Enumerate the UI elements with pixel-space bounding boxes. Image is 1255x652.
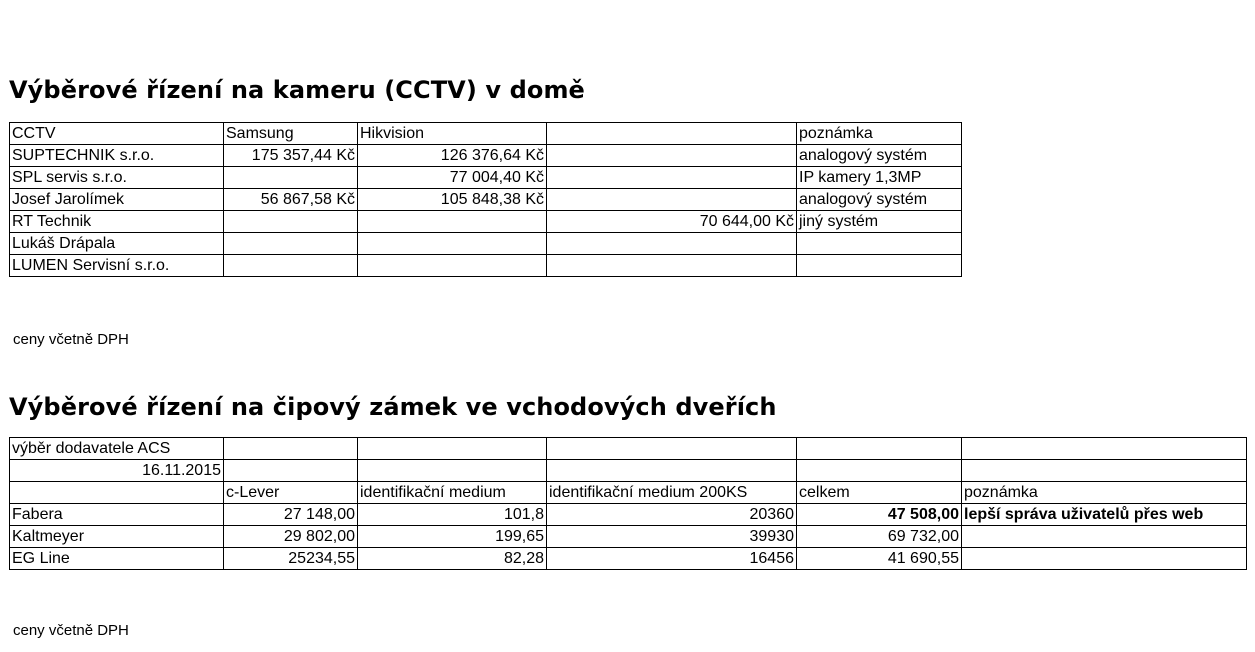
cell-empty[interactable] — [358, 460, 547, 482]
cell-hikvision[interactable]: 105 848,38 Kč — [358, 189, 547, 211]
header-cell: identifikační medium 200KS — [547, 482, 797, 504]
cell-samsung[interactable] — [224, 167, 358, 189]
cell-other[interactable] — [547, 167, 797, 189]
table-row — [10, 504, 1247, 526]
cell-hikvision[interactable]: 126 376,64 Kč — [358, 145, 547, 167]
cell-empty[interactable] — [797, 438, 962, 460]
header-cell: CCTV — [10, 123, 224, 145]
cell-empty[interactable] — [962, 460, 1247, 482]
table-header-row — [10, 123, 962, 145]
header-cell: identifikační medium — [358, 482, 547, 504]
cell-total[interactable]: 41 690,55 — [797, 548, 962, 570]
cell-other[interactable]: 70 644,00 Kč — [547, 211, 797, 233]
cell-samsung[interactable] — [224, 211, 358, 233]
table-row — [10, 233, 962, 255]
cell-medium-200ks[interactable]: 39930 — [547, 526, 797, 548]
cell-medium[interactable]: 82,28 — [358, 548, 547, 570]
cell-company[interactable]: Kaltmeyer — [10, 526, 224, 548]
cell-note[interactable] — [797, 233, 962, 255]
cell-samsung[interactable]: 175 357,44 Kč — [224, 145, 358, 167]
cell-medium[interactable]: 101,8 — [358, 504, 547, 526]
cell-empty[interactable] — [547, 438, 797, 460]
cell-company[interactable]: RT Technik — [10, 211, 224, 233]
table-row — [10, 548, 1247, 570]
cell-empty[interactable] — [962, 438, 1247, 460]
cell-total[interactable]: 69 732,00 — [797, 526, 962, 548]
lock-price-note: ceny včetně DPH — [13, 622, 129, 639]
table-row — [10, 255, 962, 277]
cctv-table — [9, 122, 962, 277]
cell-note[interactable]: lepší správa uživatelů přes web — [962, 504, 1247, 526]
cell-medium-200ks[interactable]: 20360 — [547, 504, 797, 526]
table-row — [10, 145, 962, 167]
cell-company[interactable]: Lukáš Drápala — [10, 233, 224, 255]
header-cell — [547, 123, 797, 145]
lock-section-title: Výběrové řízení na čipový zámek ve vchodových dveřích — [9, 393, 777, 421]
cell-medium[interactable]: 199,65 — [358, 526, 547, 548]
cell-samsung[interactable] — [224, 233, 358, 255]
table-row — [10, 460, 1247, 482]
lock-table — [9, 437, 1247, 570]
header-cell: c-Lever — [224, 482, 358, 504]
header-cell: poznámka — [797, 123, 962, 145]
table-header-row — [10, 482, 1247, 504]
cell-other[interactable] — [547, 189, 797, 211]
cell-company[interactable]: Josef Jarolímek — [10, 189, 224, 211]
header-cell: poznámka — [962, 482, 1247, 504]
cell-empty[interactable] — [224, 460, 358, 482]
cell-empty[interactable] — [224, 438, 358, 460]
cell-total[interactable]: 47 508,00 — [797, 504, 962, 526]
cell-hikvision[interactable]: 77 004,40 Kč — [358, 167, 547, 189]
cctv-section-title: Výběrové řízení na kameru (CCTV) v domě — [9, 76, 585, 104]
cell-hikvision[interactable] — [358, 255, 547, 277]
cell-company[interactable]: LUMEN Servisní s.r.o. — [10, 255, 224, 277]
table-row — [10, 189, 962, 211]
header-cell: Hikvision — [358, 123, 547, 145]
cell-c-lever[interactable]: 27 148,00 — [224, 504, 358, 526]
cell-note[interactable] — [962, 548, 1247, 570]
header-cell: Samsung — [224, 123, 358, 145]
cell-medium-200ks[interactable]: 16456 — [547, 548, 797, 570]
cell-other[interactable] — [547, 255, 797, 277]
table-row — [10, 526, 1247, 548]
cell-samsung[interactable] — [224, 255, 358, 277]
table-row — [10, 167, 962, 189]
cell-empty[interactable] — [358, 438, 547, 460]
cell-other[interactable] — [547, 145, 797, 167]
cell-hikvision[interactable] — [358, 211, 547, 233]
cell-empty[interactable] — [797, 460, 962, 482]
cell-samsung[interactable]: 56 867,58 Kč — [224, 189, 358, 211]
cell-note[interactable] — [962, 526, 1247, 548]
cell-note[interactable]: analogový systém — [797, 189, 962, 211]
cell-note[interactable]: analogový systém — [797, 145, 962, 167]
cell-hikvision[interactable] — [358, 233, 547, 255]
cell-note[interactable]: jiný systém — [797, 211, 962, 233]
cell-supplier-label[interactable]: výběr dodavatele ACS — [10, 438, 224, 460]
cctv-price-note: ceny včetně DPH — [13, 331, 129, 348]
cell-date[interactable]: 16.11.2015 — [10, 460, 224, 482]
cell-note[interactable]: IP kamery 1,3MP — [797, 167, 962, 189]
cell-note[interactable] — [797, 255, 962, 277]
table-row — [10, 438, 1247, 460]
cell-c-lever[interactable]: 25234,55 — [224, 548, 358, 570]
cell-other[interactable] — [547, 233, 797, 255]
cell-company[interactable]: SPL servis s.r.o. — [10, 167, 224, 189]
cell-company[interactable]: SUPTECHNIK s.r.o. — [10, 145, 224, 167]
table-row — [10, 211, 962, 233]
cell-empty[interactable] — [547, 460, 797, 482]
cell-company[interactable]: Fabera — [10, 504, 224, 526]
cell-company[interactable]: EG Line — [10, 548, 224, 570]
header-cell: celkem — [797, 482, 962, 504]
header-cell — [10, 482, 224, 504]
cell-c-lever[interactable]: 29 802,00 — [224, 526, 358, 548]
